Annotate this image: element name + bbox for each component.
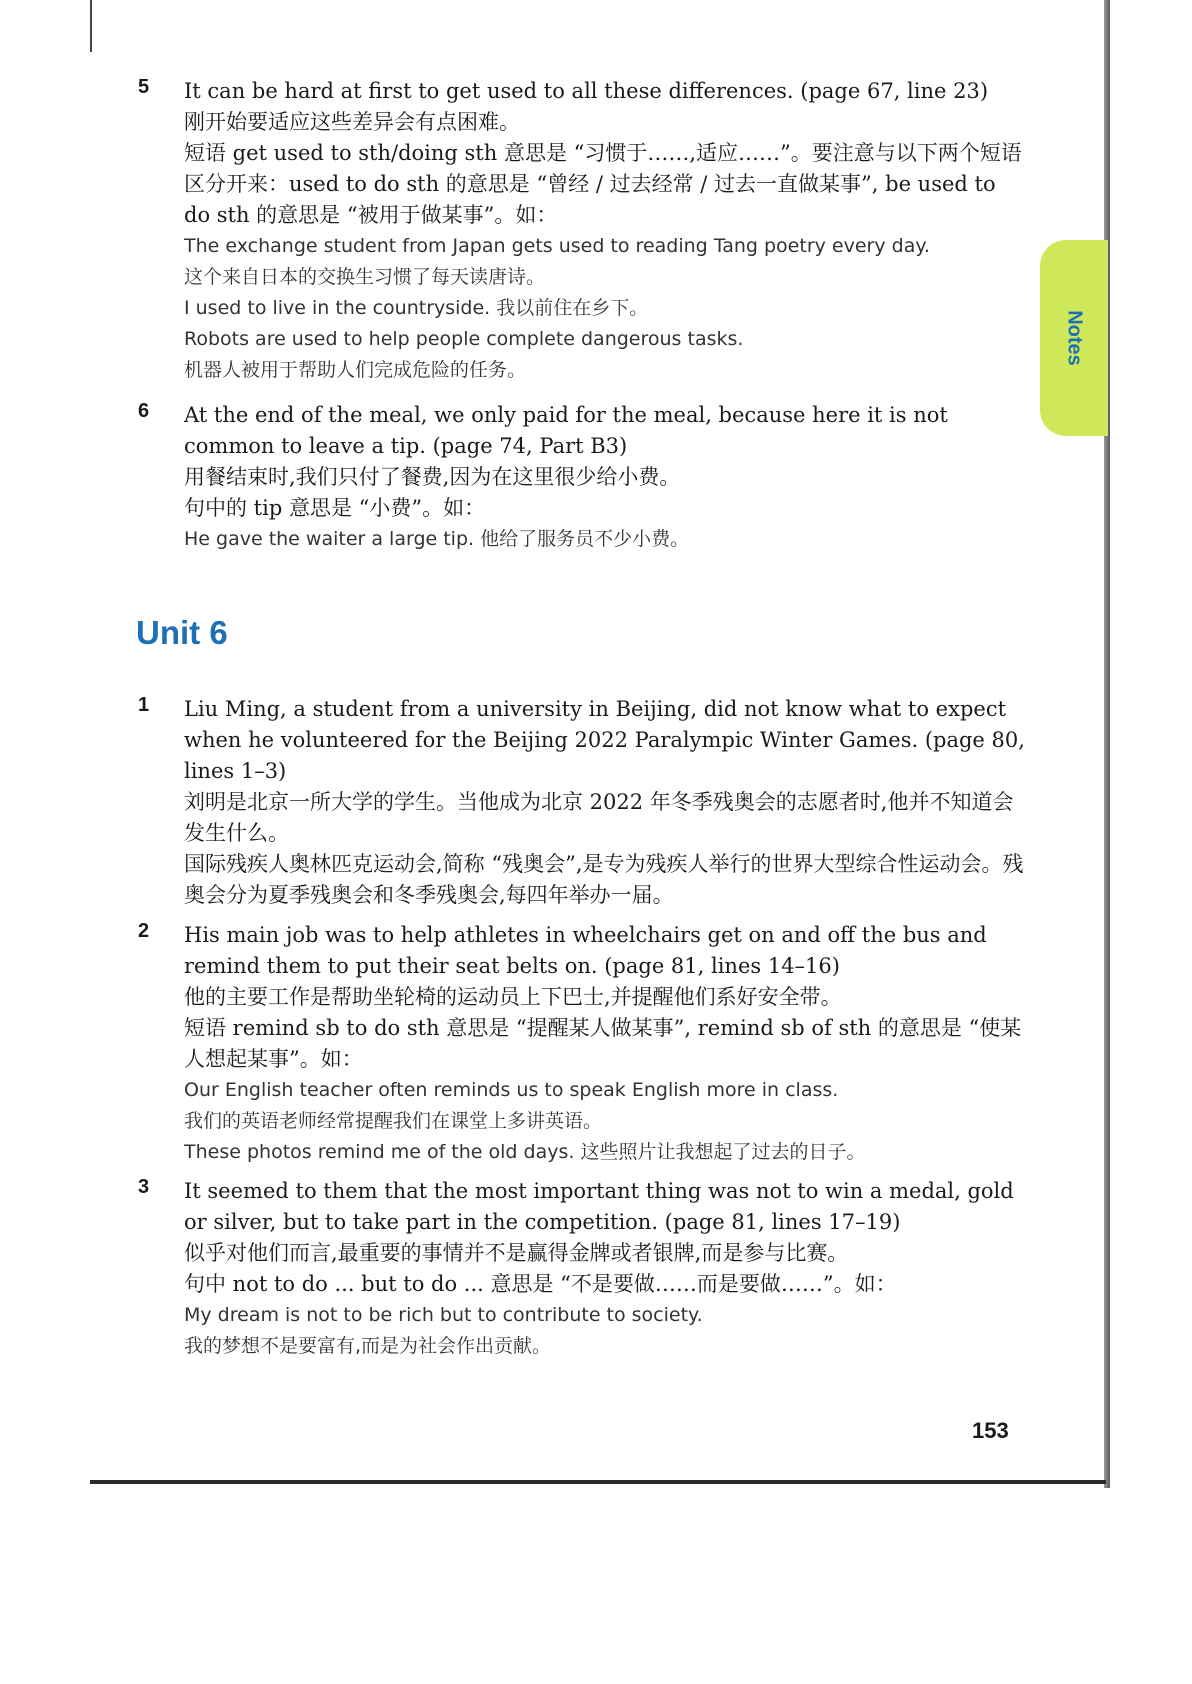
note-number: 6: [138, 400, 150, 422]
note-translation: 似乎对他们而言,最重要的事情并不是赢得金牌或者银牌,而是参与比赛。: [184, 1241, 849, 1265]
note-examples: [184, 231, 1028, 386]
note-number: 1: [138, 694, 150, 716]
note-sentence: His main job was to help athletes in wheelchairs get on and off the bus and remind them to put their seat belts on. (page 81, lines 14–16): [184, 923, 987, 978]
example-line: My dream is not to be rich but to contribute to society.: [184, 1304, 703, 1326]
note-body: [184, 76, 1028, 231]
note-number: 2: [138, 920, 150, 942]
unit-note-item-1: [138, 694, 1028, 911]
note-explanation: 国际残疾人奥林匹克运动会,简称 “残奥会”,是专为残疾人举行的世界大型综合性运动会。残奥会分为夏季残奥会和冬季残奥会,每四年举办一届。: [184, 852, 1024, 907]
note-body: [184, 1176, 1028, 1300]
page-edge-shadow: [1104, 0, 1110, 1488]
notes-tab-label: Notes: [1063, 310, 1086, 366]
note-examples: [184, 524, 1028, 555]
note-translation: 刚开始要适应这些差异会有点困难。: [184, 110, 520, 134]
page-edge-bottom: [90, 1480, 1106, 1484]
example-line: Robots are used to help people complete dangerous tasks.: [184, 328, 744, 350]
example-line: These photos remind me of the old days. 这些照片让我想起了过去的日子。: [184, 1141, 866, 1163]
note-item-5: [138, 76, 1028, 386]
note-number: 3: [138, 1176, 150, 1198]
example-line: He gave the waiter a large tip. 他给了服务员不少小费。: [184, 528, 690, 550]
note-body: [184, 920, 1028, 1075]
note-explanation: 句中的 tip 意思是 “小费”。如：: [184, 496, 486, 520]
note-explanation: 短语 remind sb to do sth 意思是 “提醒某人做某事”, remind sb of sth 的意思是 “使某人想起某事”。如：: [184, 1016, 1022, 1071]
example-line: I used to live in the countryside. 我以前住在乡下。: [184, 297, 649, 319]
note-examples: [184, 1300, 1028, 1362]
note-body: [184, 694, 1028, 911]
note-explanation: 句中 not to do ... but to do ... 意思是 “不是要做……而是要做……”。如：: [184, 1272, 897, 1296]
example-line: Our English teacher often reminds us to speak English more in class.: [184, 1079, 839, 1101]
note-item-6: [138, 400, 1028, 555]
note-translation: 他的主要工作是帮助坐轮椅的运动员上下巴士,并提醒他们系好安全带。: [184, 985, 842, 1009]
note-sentence: Liu Ming, a student from a university in Beijing, did not know what to expect when he volunteered for the Beijing 2022 Paralympic Winter Games. (page 80, lines 1–3): [184, 697, 1025, 783]
note-translation: 刘明是北京一所大学的学生。当他成为北京 2022 年冬季残奥会的志愿者时,他并不知道会发生什么。: [184, 790, 1014, 845]
example-line: 我们的英语老师经常提醒我们在课堂上多讲英语。: [184, 1110, 603, 1132]
page-number: 153: [972, 1418, 1009, 1443]
example-line: 我的梦想不是要富有,而是为社会作出贡献。: [184, 1335, 552, 1357]
note-translation: 用餐结束时,我们只付了餐费,因为在这里很少给小费。: [184, 465, 681, 489]
note-sentence: At the end of the meal, we only paid for the meal, because here it is not common to leave a tip. (page 74, Part B3): [184, 403, 948, 458]
note-body: [184, 400, 1028, 524]
example-line: 这个来自日本的交换生习惯了每天读唐诗。: [184, 266, 546, 288]
note-explanation: 短语 get used to sth/doing sth 意思是 “习惯于……,适应……”。要注意与以下两个短语区分开来：used to do sth 的意思是 “曾经 / 过去经常 / 过去一直做某事”, be used to do sth 的意思是 “被用于做某事”。如：: [184, 141, 1022, 227]
unit-heading: Unit 6: [136, 614, 228, 651]
note-sentence: It can be hard at first to get used to all these differences. (page 67, line 23): [184, 79, 989, 103]
unit-note-item-2: [138, 920, 1028, 1168]
note-sentence: It seemed to them that the most important thing was not to win a medal, gold or silver, but to take part in the competition. (page 81, lines 17–19): [184, 1179, 1014, 1234]
example-line: The exchange student from Japan gets used to reading Tang poetry every day.: [184, 235, 930, 257]
note-number: 5: [138, 76, 150, 98]
notes-side-tab: [1040, 240, 1108, 436]
unit-note-item-3: [138, 1176, 1028, 1362]
scan-edge-left: [90, 0, 92, 52]
note-examples: [184, 1075, 1028, 1168]
example-line: 机器人被用于帮助人们完成危险的任务。: [184, 359, 527, 381]
